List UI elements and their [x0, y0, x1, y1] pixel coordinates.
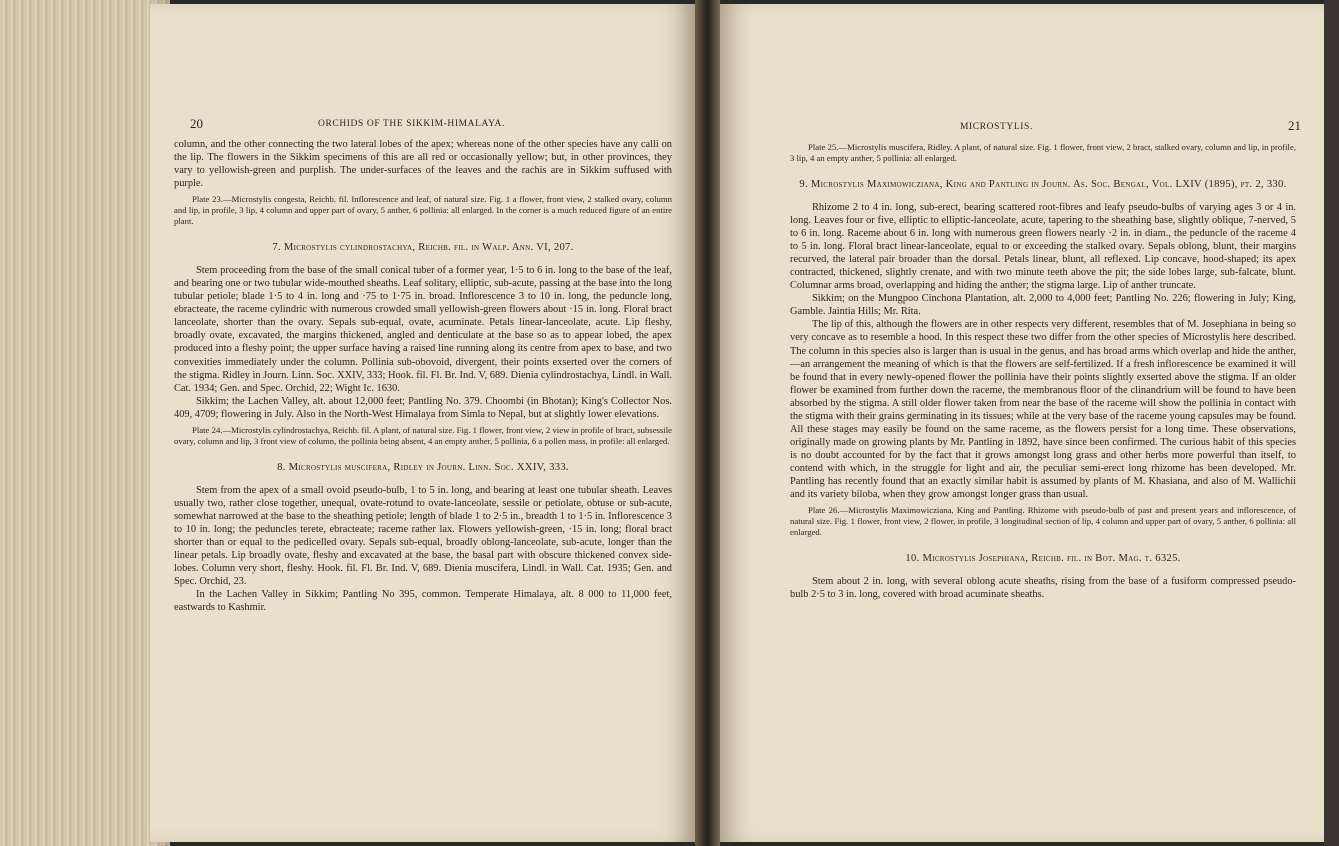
species-heading: 9. Microstylis Maximowicziana, King and Pantling in Journ. As. Soc. Bengal, Vol. LXIV (1895), pt. 2, 330. [799, 179, 1287, 190]
left-column [174, 138, 672, 614]
running-head: ORCHIDS OF THE SIKKIM-HIMALAYA. [318, 119, 505, 129]
page-edges [0, 0, 170, 846]
paragraph: Stem about 2 in. long, with several oblong acute sheaths, rising from the base of a fusiform compressed pseudo-bulb 2·5 to 3 in. long, covered with broad acuminate sheaths. [790, 576, 1296, 601]
species-heading: 7. Microstylis cylindrostachya, Reichb. fil. in Walp. Ann. VI, 207. [272, 242, 574, 254]
paragraph: Rhizome 2 to 4 in. long, sub-erect, bearing scattered root-fibres and leafy pseudo-bulbs of varying ages 3 or 4 in. long. Leaves four or five, elliptic to elliptic-lanceolate, acute, tapering to the sheathing base, slightly oblique, 7-nerved, 5 to 6 in. long. Raceme about 6 in. long with numerous green flowers nearly ·2 in. in diam., the peduncle of the raceme 4 to 5 in. long. Floral bract linear-lanceolate, equal to or exceeding the stalked ovary. Sepals oblong, blunt, their margins recurved, the lateral pair broader than the dorsal. Petals linear, blunt, all reflexed. Lip concave, hood-shaped; its apex contracted, thickened, slightly crenate, and with two minute teeth above the pit; the side lobes large, sub-falcate, blunt. Columnar arms broad, overlapping and hiding the anther; the stigma large. Lip of anther truncate. [790, 202, 1296, 292]
plate-caption: Plate 25.—Microstylis muscifera, Ridley. A plant, of natural size. Fig. 1 flower, front view, 2 bract, stalked ovary, column and lip, in profile, 3 lip, 4 an empty anther, 5 pollinia: all enlarged. [790, 142, 1296, 163]
plate-caption: Plate 23.—Microstylis congesta, Reichb. fil. Inflorescence and leaf, of natural size. Fig. 1 a flower, front view, 2 stalked ovary, column and lip, in profile, 3 lip, 4 column and upper part of ovary, 5 anther, 6 pollinia: all enlarged. In the corner is a much reduced figure of an entire plant. [174, 194, 672, 227]
right-column [790, 138, 1296, 601]
right-page [720, 4, 1324, 842]
paragraph: Sikkim; on the Mungpoo Cinchona Plantation, alt. 2,000 to 4,000 feet; Pantling No. 226; flowering in July; King, Gamble. Jaintia Hills; Mr. Rita. [790, 293, 1296, 318]
page-number: 21 [1288, 118, 1301, 133]
paragraph: Sikkim; the Lachen Valley, alt. about 12,000 feet; Pantling No. 379. Choombi (in Bhotan); King's Collector Nos. 409, 4709; flowering in July. Also in the North-West Himalaya from Simla to Nepal, but at slightly lower elevations. [174, 395, 672, 420]
left-page [150, 4, 695, 842]
page-number: 20 [190, 116, 203, 131]
paragraph: In the Lachen Valley in Sikkim; Pantling No 395, common. Temperate Himalaya, alt. 8 000 to 11,000 feet, eastwards to Kashmir. [174, 589, 672, 614]
running-head: MICROSTYLIS. [960, 122, 1033, 132]
plate-caption: Plate 24.—Microstylis cylindrostachya, Reichb. fil. A plant, of natural size. Fig. 1 flower, front view, 2 view in profile of bract, subsessile ovary, column and lip, 3 front view of column, the pollinia being absent, 4 an empty anther, 5 pollinia, 6 a pollen mass, in profile: all enlarged. [174, 424, 672, 446]
paragraph: The lip of this, although the flowers are in other respects very different, resembles that of M. Josephiana in being so very concave as to resemble a hood. In this respect these two differ from the other species of Microstylis here described. The column in this species also is larger than is usual in the genus, and has broad arms which overlap and hide the anther,—an arrangement the meaning of which is that the flowers are self-fertilized. If a fresh inflorescence be examined it will be found that in every newly-opened flower the pollinia have their points slightly exserted above the stigma. If an older flower be examined from further down the raceme, the membranous floor of the clinandrium will be found to have been absorbed by the stigma. A still older flower taken from near the base of the raceme will show the pollinia in contact with the stigma with their grains germinating in its tissues; while at the very base of the raceme young capsules may be found. All these stages may easily be found on the same raceme, as the flowers persist for a long time. These observations, originally made on growing plants by Mr. Pantling in 1892, have since been confirmed. The curious habit of this species is no doubt accounted for by the fact that it grows amongst long grass and other herbs more powerful than itself, to contend with which, in the struggle for light and air, the peculiar semi-erect long rhizome has been developed. Mr. Pantling has recently found that an exactly similar habit is assumed by plants of M. Khasiana, and also of M. Wallichii and its variety biloba, when they grow amongst longer grass than usual. [790, 319, 1296, 501]
cover-edge [1324, 0, 1339, 846]
paragraph: Stem from the apex of a small ovoid pseudo-bulb, 1 to 5 in. long, and bearing at least one tubular sheath. Leaves usually two, rather close together, unequal, ovate-rotund to ovate-lanceolate, sessile or petiolate, obtuse or sub-acute, somewhat narrowed at the base to the sheathing petiole; length of blade 1 to 2·5 in., breadth 1 to 1·5 in. Inflorescence 3 to 10 in. long; the peduncles terete, ebracteate; raceme rather lax. Flowers yellowish-green, ·15 in. long; floral bract shorter than or equal to the pedicelled ovary. Sepals sub-equal, broadly oblong-lanceolate, sub-acute, longer than the linear petals. Lip broadly ovate, fleshy and excavated at the base, the basal part with obscure thickened convex side-lobes. Column very short, fleshy. Hook. fil. Fl. Br. Ind. V, 689. Dienia muscifera, Lindl. in Wall. Cat. 1935; Gen. and Spec. Orchid, 23. [174, 484, 672, 588]
paragraph: Stem proceeding from the base of the small conical tuber of a former year, 1·5 to 6 in. long to the base of the leaf, and bearing one or two tubular wide-mouthed sheaths. Leaf solitary, elliptic, sub-acute, passing at the base into the long tubular petiole; blade 1·5 to 4 in. long and ·75 to 1·75 in. broad. Inflorescence 3 to 10 in. long, the peduncle long, ebracteate, the raceme cylindric with numerous crowded small yellowish-green flowers about ·15 in. long. Floral bract lanceolate, shorter than the ovary. Sepals sub-equal, ovate, acuminate. Petals linear-lanceolate, acute. Lip fleshy, broadly ovate, excavated, the margins thickened, angled and denticulate at the base so as to appear lobed, the apex produced into a fleshy point; the upper surface having a raised line running along its centre from apex to base, and two convexities immediately under the column. Pollinia sub-obovoid, divergent, their points exserted over the corners of the stigma. Ridley in Journ. Linn. Soc. XXIV, 333; Hook. fil. Fl. Br. Ind. V, 689. Dienia cylindrostachya, Lindl. in Wall. Cat. 1934; Gen. and Spec. Orchid, 22; Wight Ic. 1630. [174, 265, 672, 394]
paragraph: column, and the other connecting the two lateral lobes of the apex; whereas none of the other species have any calli on the lip. The flowers in the Sikkim specimens of this are all red or occasionally yellow; but, in other provinces, they vary to yellowish-green and purplish. The under-surfaces of the leaves and the rachis are in Sikkim suffused with purple. [174, 139, 672, 190]
plate-caption: Plate 26.—Microstylis Maximowicziana, King and Pantling. Rhizome with pseudo-bulb of past and present years and inflorescence, of natural size. Fig. 1 flower, front view, 2 flower, in profile, 3 longitudinal section of lip, 4 column and upper part of ovary, 5 anther, 6 pollinia: all enlarged. [790, 505, 1296, 538]
species-heading: 10. Microstylis Josephiana, Reichb. fil. in Bot. Mag. t. 6325. [905, 553, 1181, 565]
book-gutter [695, 0, 720, 846]
species-heading: 8. Microstylis muscifera, Ridley in Journ. Linn. Soc. XXIV, 333. [277, 461, 569, 473]
